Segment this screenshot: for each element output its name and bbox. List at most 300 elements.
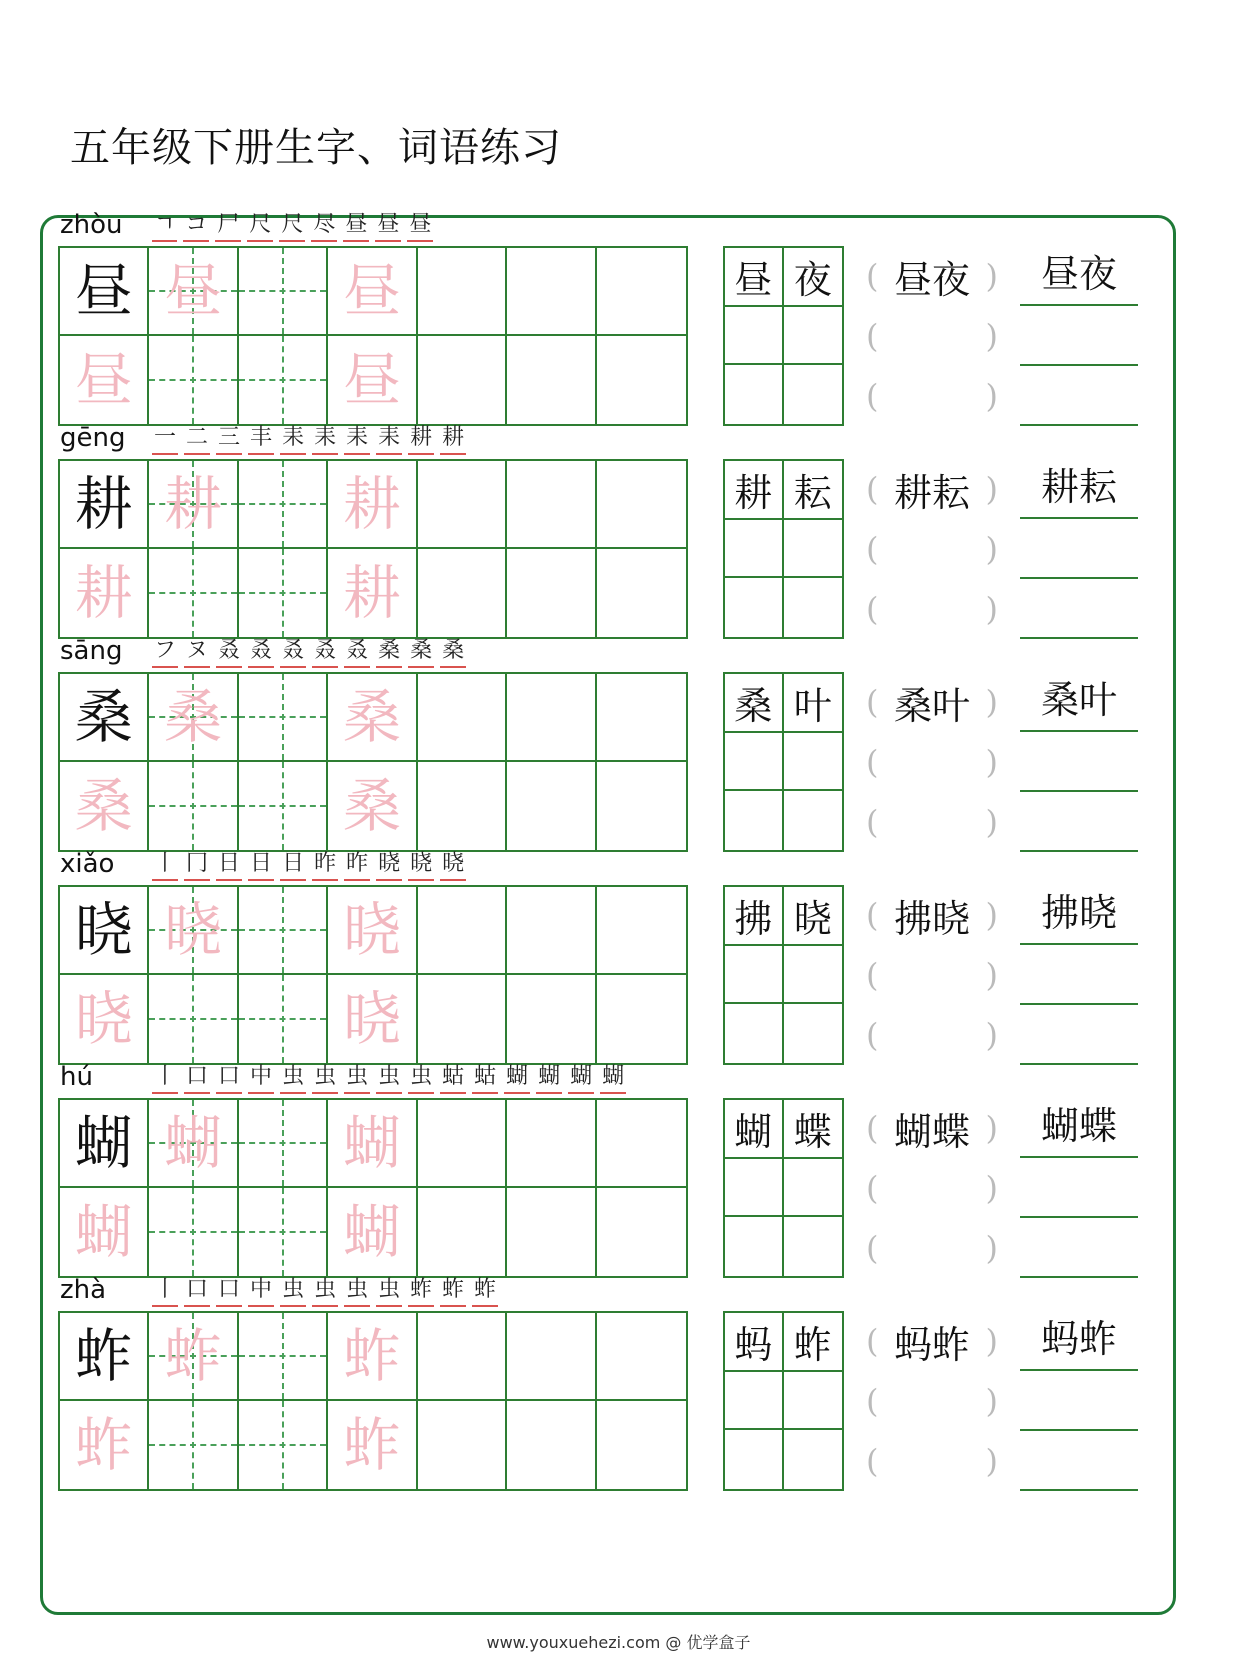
stroke-step: 虫 bbox=[408, 1064, 434, 1094]
open-paren: ( bbox=[866, 956, 879, 994]
stroke-step: 叒 bbox=[216, 638, 242, 668]
writing-cell[interactable] bbox=[60, 1401, 149, 1489]
paren-row[interactable] bbox=[866, 1098, 998, 1158]
writing-cell[interactable] bbox=[328, 1313, 417, 1401]
writing-cell[interactable] bbox=[60, 975, 149, 1063]
trace-character: 桑 bbox=[342, 683, 401, 751]
writing-cell[interactable] bbox=[418, 1313, 507, 1401]
stroke-order bbox=[152, 1277, 498, 1307]
paren-row[interactable] bbox=[866, 732, 998, 792]
writing-line[interactable] bbox=[1020, 1218, 1138, 1278]
open-paren: ( bbox=[866, 590, 879, 628]
stroke-step: 耕 bbox=[440, 425, 466, 455]
writing-line[interactable] bbox=[1020, 246, 1138, 306]
word-cell[interactable] bbox=[725, 307, 784, 366]
open-paren: ( bbox=[866, 1382, 879, 1420]
writing-cell[interactable] bbox=[239, 674, 328, 762]
trace-character: 晓 bbox=[342, 985, 401, 1053]
stroke-step: 虫 bbox=[280, 1064, 306, 1094]
stroke-step: 中 bbox=[248, 1064, 274, 1094]
writing-cell[interactable] bbox=[507, 1100, 596, 1188]
writing-cell[interactable] bbox=[507, 887, 596, 975]
writing-cell[interactable] bbox=[328, 336, 417, 424]
writing-cell[interactable] bbox=[418, 461, 507, 549]
writing-cell[interactable] bbox=[328, 762, 417, 850]
writing-cell[interactable] bbox=[597, 1313, 686, 1401]
writing-line[interactable] bbox=[1020, 1158, 1138, 1218]
close-paren: ) bbox=[985, 1169, 998, 1207]
trace-character: 晓 bbox=[342, 896, 401, 964]
stroke-step: 冂 bbox=[184, 851, 210, 881]
trace-character: 桑 bbox=[164, 683, 223, 751]
writing-cell[interactable] bbox=[328, 1100, 417, 1188]
stroke-step: 尸 bbox=[215, 212, 241, 242]
writing-cell[interactable] bbox=[418, 887, 507, 975]
stroke-step: 二 bbox=[184, 425, 210, 455]
writing-line[interactable] bbox=[1020, 885, 1138, 945]
writing-cell[interactable] bbox=[328, 461, 417, 549]
page-title: 五年级下册生字、词语练习 bbox=[70, 125, 562, 171]
writing-line[interactable] bbox=[1020, 792, 1138, 852]
stroke-step: 三 bbox=[216, 425, 242, 455]
word-cell[interactable]: 蚱 bbox=[784, 1313, 843, 1372]
paren-row[interactable] bbox=[866, 885, 998, 945]
stroke-step: 晓 bbox=[440, 851, 466, 881]
writing-cell[interactable] bbox=[149, 1100, 238, 1188]
writing-line[interactable] bbox=[1020, 306, 1138, 366]
stroke-step: ヌ bbox=[184, 638, 210, 668]
writing-cell[interactable] bbox=[597, 762, 686, 850]
line-word: 蝴蝶 bbox=[1040, 1104, 1117, 1148]
writing-cell[interactable] bbox=[507, 549, 596, 637]
trace-character: 蝴 bbox=[342, 1198, 401, 1266]
writing-cell[interactable] bbox=[418, 248, 507, 336]
stroke-order bbox=[152, 851, 466, 881]
writing-line[interactable] bbox=[1020, 1431, 1138, 1491]
close-paren: ) bbox=[985, 683, 998, 721]
pinyin-label: xiǎo bbox=[60, 849, 115, 879]
paren-word: 拂晓 bbox=[893, 896, 970, 941]
close-paren: ) bbox=[985, 956, 998, 994]
open-paren: ( bbox=[866, 377, 879, 415]
stroke-step: 叒 bbox=[248, 638, 274, 668]
line-word: 桑叶 bbox=[1040, 678, 1117, 722]
writing-cell[interactable] bbox=[597, 1100, 686, 1188]
writing-cell[interactable] bbox=[507, 461, 596, 549]
word-cell[interactable] bbox=[784, 946, 843, 1005]
stroke-step: 丰 bbox=[248, 425, 274, 455]
char-section bbox=[0, 1273, 1237, 1499]
writing-cell[interactable] bbox=[239, 549, 328, 637]
writing-cell[interactable] bbox=[418, 1401, 507, 1489]
writing-cell[interactable] bbox=[507, 248, 596, 336]
writing-cell[interactable] bbox=[328, 1188, 417, 1276]
word-cell[interactable] bbox=[725, 1217, 784, 1276]
stroke-step: 口 bbox=[216, 1064, 242, 1094]
word-box bbox=[723, 672, 844, 852]
paren-row[interactable] bbox=[866, 519, 998, 579]
paren-row[interactable] bbox=[866, 1371, 998, 1431]
paren-word: 蝴蝶 bbox=[893, 1109, 970, 1154]
tian-grid bbox=[58, 1098, 688, 1278]
tian-grid bbox=[58, 1311, 688, 1491]
stroke-step: 尺 bbox=[279, 212, 305, 242]
writing-cell[interactable] bbox=[418, 762, 507, 850]
writing-cell[interactable] bbox=[239, 461, 328, 549]
writing-cell[interactable] bbox=[239, 762, 328, 850]
model-character: 昼 bbox=[74, 257, 133, 325]
writing-cell[interactable] bbox=[149, 1313, 238, 1401]
paren-row[interactable] bbox=[866, 1311, 998, 1371]
writing-cell[interactable] bbox=[149, 248, 238, 336]
word-cell[interactable] bbox=[784, 307, 843, 366]
close-paren: ) bbox=[985, 803, 998, 841]
writing-cell[interactable] bbox=[418, 549, 507, 637]
open-paren: ( bbox=[866, 470, 879, 508]
stroke-step: 桑 bbox=[376, 638, 402, 668]
writing-cell[interactable] bbox=[597, 887, 686, 975]
trace-character: 耕 bbox=[74, 559, 133, 627]
paren-row[interactable] bbox=[866, 246, 998, 306]
paren-row[interactable] bbox=[866, 1218, 998, 1278]
char-section bbox=[0, 208, 1237, 434]
stroke-step: 口 bbox=[184, 1064, 210, 1094]
stroke-step: 蚱 bbox=[408, 1277, 434, 1307]
writing-cell[interactable] bbox=[149, 887, 238, 975]
writing-line[interactable] bbox=[1020, 1098, 1138, 1158]
writing-cell[interactable] bbox=[418, 674, 507, 762]
paren-row[interactable] bbox=[866, 792, 998, 852]
pinyin-label: gēng bbox=[60, 423, 126, 453]
writing-cell[interactable] bbox=[328, 549, 417, 637]
stroke-step: 桑 bbox=[440, 638, 466, 668]
word-cell[interactable] bbox=[725, 946, 784, 1005]
writing-cell[interactable] bbox=[149, 336, 238, 424]
writing-cell[interactable] bbox=[60, 1313, 149, 1401]
word-cell[interactable]: 耕 bbox=[725, 461, 784, 520]
close-paren: ) bbox=[985, 1322, 998, 1360]
writing-cell[interactable] bbox=[60, 336, 149, 424]
stroke-step: 昼 bbox=[343, 212, 369, 242]
tian-grid bbox=[58, 459, 688, 639]
model-character: 桑 bbox=[74, 683, 133, 751]
writing-cell[interactable] bbox=[597, 975, 686, 1063]
line-word: 昼夜 bbox=[1040, 252, 1117, 296]
stroke-step: 蝴 bbox=[568, 1064, 594, 1094]
writing-cell[interactable] bbox=[149, 1188, 238, 1276]
writing-cell[interactable] bbox=[239, 975, 328, 1063]
word-cell[interactable] bbox=[784, 1430, 843, 1489]
word-cell[interactable]: 耘 bbox=[784, 461, 843, 520]
writing-cell[interactable] bbox=[418, 1100, 507, 1188]
trace-character: 晓 bbox=[74, 985, 133, 1053]
stroke-step: 蝴 bbox=[504, 1064, 530, 1094]
parenthesis-column bbox=[866, 672, 998, 852]
pinyin-label: hú bbox=[60, 1062, 93, 1092]
writing-cell[interactable] bbox=[60, 1188, 149, 1276]
stroke-step: 虫 bbox=[344, 1064, 370, 1094]
stroke-step: 中 bbox=[248, 1277, 274, 1307]
parenthesis-column bbox=[866, 1311, 998, 1491]
word-cell[interactable] bbox=[784, 1004, 843, 1063]
writing-cell[interactable] bbox=[418, 1188, 507, 1276]
writing-cell[interactable] bbox=[328, 674, 417, 762]
trace-character: 蚱 bbox=[342, 1322, 401, 1390]
writing-cell[interactable] bbox=[239, 1188, 328, 1276]
word-cell[interactable] bbox=[784, 1217, 843, 1276]
close-paren: ) bbox=[985, 1109, 998, 1147]
word-cell[interactable] bbox=[784, 791, 843, 850]
word-cell[interactable]: 晓 bbox=[784, 887, 843, 946]
trace-character: 蚱 bbox=[74, 1411, 133, 1479]
parenthesis-column bbox=[866, 885, 998, 1065]
paren-row[interactable] bbox=[866, 672, 998, 732]
char-section bbox=[0, 1060, 1237, 1286]
stroke-step: 蛄 bbox=[472, 1064, 498, 1094]
stroke-step: 虫 bbox=[376, 1277, 402, 1307]
stroke-step: 虫 bbox=[376, 1064, 402, 1094]
writing-cell[interactable] bbox=[507, 975, 596, 1063]
close-paren: ) bbox=[985, 1382, 998, 1420]
writing-cell[interactable] bbox=[328, 248, 417, 336]
open-paren: ( bbox=[866, 257, 879, 295]
word-cell[interactable]: 蚂 bbox=[725, 1313, 784, 1372]
close-paren: ) bbox=[985, 317, 998, 355]
writing-line[interactable] bbox=[1020, 732, 1138, 792]
word-cell[interactable] bbox=[725, 520, 784, 579]
trace-character: 昼 bbox=[342, 346, 401, 414]
model-character: 耕 bbox=[74, 470, 133, 538]
writing-cell[interactable] bbox=[60, 1100, 149, 1188]
word-cell[interactable]: 桑 bbox=[725, 674, 784, 733]
footer-watermark: www.youxuehezi.com @ 优学盒子 bbox=[486, 1633, 751, 1652]
close-paren: ) bbox=[985, 377, 998, 415]
stroke-step: 尺 bbox=[247, 212, 273, 242]
writing-cell[interactable] bbox=[149, 975, 238, 1063]
writing-cell[interactable] bbox=[149, 461, 238, 549]
writing-cell[interactable] bbox=[507, 336, 596, 424]
paren-row[interactable] bbox=[866, 459, 998, 519]
char-section bbox=[0, 634, 1237, 860]
open-paren: ( bbox=[866, 1229, 879, 1267]
close-paren: ) bbox=[985, 1016, 998, 1054]
writing-cell[interactable] bbox=[60, 674, 149, 762]
stroke-step: 一 bbox=[152, 425, 178, 455]
writing-cell[interactable] bbox=[149, 762, 238, 850]
writing-lines bbox=[1020, 1311, 1138, 1491]
writing-cell[interactable] bbox=[507, 1188, 596, 1276]
writing-cell[interactable] bbox=[149, 1401, 238, 1489]
stroke-step: 虫 bbox=[280, 1277, 306, 1307]
tian-grid bbox=[58, 672, 688, 852]
stroke-step: ㄱ bbox=[152, 212, 177, 242]
close-paren: ) bbox=[985, 470, 998, 508]
writing-cell[interactable] bbox=[328, 1401, 417, 1489]
writing-cell[interactable] bbox=[239, 336, 328, 424]
writing-cell[interactable] bbox=[507, 674, 596, 762]
trace-character: 耕 bbox=[342, 470, 401, 538]
trace-character: 蚱 bbox=[164, 1322, 223, 1390]
open-paren: ( bbox=[866, 530, 879, 568]
writing-cell[interactable] bbox=[239, 1313, 328, 1401]
writing-cell[interactable] bbox=[597, 1188, 686, 1276]
trace-character: 蝴 bbox=[74, 1198, 133, 1266]
close-paren: ) bbox=[985, 1442, 998, 1480]
stroke-step: 昨 bbox=[344, 851, 370, 881]
word-cell[interactable] bbox=[725, 733, 784, 792]
paren-row[interactable] bbox=[866, 306, 998, 366]
writing-line[interactable] bbox=[1020, 579, 1138, 639]
writing-cell[interactable] bbox=[507, 762, 596, 850]
stroke-step: フ bbox=[152, 638, 178, 668]
word-cell[interactable] bbox=[725, 1430, 784, 1489]
stroke-step: 日 bbox=[248, 851, 274, 881]
word-cell[interactable] bbox=[725, 791, 784, 850]
stroke-order bbox=[152, 1064, 626, 1094]
word-cell[interactable]: 昼 bbox=[725, 248, 784, 307]
writing-lines bbox=[1020, 459, 1138, 639]
writing-cell[interactable] bbox=[418, 336, 507, 424]
stroke-order bbox=[152, 638, 466, 668]
writing-cell[interactable] bbox=[60, 887, 149, 975]
writing-cell[interactable] bbox=[597, 248, 686, 336]
paren-row[interactable] bbox=[866, 1431, 998, 1491]
word-cell[interactable]: 蝶 bbox=[784, 1100, 843, 1159]
stroke-step: 虫 bbox=[312, 1064, 338, 1094]
writing-line[interactable] bbox=[1020, 945, 1138, 1005]
word-cell[interactable]: 叶 bbox=[784, 674, 843, 733]
pinyin-label: zhòu bbox=[60, 210, 123, 240]
pinyin-label: zhà bbox=[60, 1275, 107, 1305]
word-cell[interactable] bbox=[784, 520, 843, 579]
writing-cell[interactable] bbox=[239, 887, 328, 975]
writing-line[interactable] bbox=[1020, 459, 1138, 519]
stroke-step: 叒 bbox=[312, 638, 338, 668]
tian-grid bbox=[58, 885, 688, 1065]
writing-line[interactable] bbox=[1020, 1311, 1138, 1371]
open-paren: ( bbox=[866, 1442, 879, 1480]
stroke-step: 虫 bbox=[312, 1277, 338, 1307]
word-cell[interactable] bbox=[725, 1372, 784, 1431]
stroke-step: 晓 bbox=[408, 851, 434, 881]
stroke-step: 叒 bbox=[344, 638, 370, 668]
stroke-order bbox=[152, 212, 433, 242]
stroke-step: 耒 bbox=[344, 425, 370, 455]
word-box bbox=[723, 246, 844, 426]
char-section bbox=[0, 847, 1237, 1073]
trace-character: 蝴 bbox=[164, 1109, 223, 1177]
writing-line[interactable] bbox=[1020, 1005, 1138, 1065]
stroke-step: 耒 bbox=[312, 425, 338, 455]
paren-row[interactable] bbox=[866, 1005, 998, 1065]
paren-row[interactable] bbox=[866, 579, 998, 639]
word-box bbox=[723, 1311, 844, 1491]
paren-row[interactable] bbox=[866, 366, 998, 426]
writing-cell[interactable] bbox=[597, 674, 686, 762]
writing-cell[interactable] bbox=[597, 461, 686, 549]
writing-cell[interactable] bbox=[239, 1100, 328, 1188]
close-paren: ) bbox=[985, 530, 998, 568]
writing-cell[interactable] bbox=[507, 1313, 596, 1401]
writing-cell[interactable] bbox=[328, 887, 417, 975]
word-cell[interactable]: 拂 bbox=[725, 887, 784, 946]
word-cell[interactable] bbox=[784, 578, 843, 637]
line-word: 蚂蚱 bbox=[1040, 1317, 1117, 1361]
stroke-step: 虫 bbox=[344, 1277, 370, 1307]
open-paren: ( bbox=[866, 1016, 879, 1054]
writing-cell[interactable] bbox=[239, 1401, 328, 1489]
word-cell[interactable] bbox=[784, 1372, 843, 1431]
word-cell[interactable] bbox=[725, 578, 784, 637]
writing-lines bbox=[1020, 672, 1138, 852]
parenthesis-column bbox=[866, 459, 998, 639]
trace-character: 昼 bbox=[74, 346, 133, 414]
paren-row[interactable] bbox=[866, 1158, 998, 1218]
word-box bbox=[723, 885, 844, 1065]
writing-cell[interactable] bbox=[149, 549, 238, 637]
stroke-step: 桑 bbox=[408, 638, 434, 668]
open-paren: ( bbox=[866, 1169, 879, 1207]
word-cell[interactable]: 夜 bbox=[784, 248, 843, 307]
writing-cell[interactable] bbox=[507, 1401, 596, 1489]
word-cell[interactable] bbox=[725, 365, 784, 424]
writing-line[interactable] bbox=[1020, 519, 1138, 579]
open-paren: ( bbox=[866, 1322, 879, 1360]
writing-cell[interactable] bbox=[60, 549, 149, 637]
writing-cell[interactable] bbox=[60, 762, 149, 850]
stroke-step: 口 bbox=[184, 1277, 210, 1307]
writing-line[interactable] bbox=[1020, 366, 1138, 426]
trace-character: 昼 bbox=[342, 257, 401, 325]
writing-line[interactable] bbox=[1020, 672, 1138, 732]
word-cell[interactable] bbox=[784, 733, 843, 792]
stroke-step: 昨 bbox=[312, 851, 338, 881]
writing-cell[interactable] bbox=[239, 248, 328, 336]
writing-cell[interactable] bbox=[418, 975, 507, 1063]
word-cell[interactable] bbox=[784, 365, 843, 424]
writing-line[interactable] bbox=[1020, 1371, 1138, 1431]
stroke-step: 丨 bbox=[152, 1277, 178, 1307]
line-word: 拂晓 bbox=[1040, 891, 1117, 935]
writing-cell[interactable] bbox=[60, 461, 149, 549]
trace-character: 耕 bbox=[342, 559, 401, 627]
writing-cell[interactable] bbox=[328, 975, 417, 1063]
writing-lines bbox=[1020, 1098, 1138, 1278]
model-character: 蝴 bbox=[74, 1109, 133, 1177]
stroke-step: 丨 bbox=[152, 1064, 178, 1094]
word-cell[interactable]: 蝴 bbox=[725, 1100, 784, 1159]
writing-cell[interactable] bbox=[60, 248, 149, 336]
word-cell[interactable] bbox=[725, 1159, 784, 1218]
writing-cell[interactable] bbox=[597, 549, 686, 637]
trace-character: 晓 bbox=[164, 896, 223, 964]
stroke-step: 尽 bbox=[311, 212, 337, 242]
writing-cell[interactable] bbox=[597, 336, 686, 424]
trace-character: 蝴 bbox=[342, 1109, 401, 1177]
trace-character: 桑 bbox=[342, 772, 401, 840]
paren-word: 桑叶 bbox=[893, 683, 970, 728]
writing-cell[interactable] bbox=[149, 674, 238, 762]
model-character: 晓 bbox=[74, 896, 133, 964]
writing-cell[interactable] bbox=[597, 1401, 686, 1489]
paren-word: 昼夜 bbox=[893, 257, 970, 302]
open-paren: ( bbox=[866, 743, 879, 781]
paren-row[interactable] bbox=[866, 945, 998, 1005]
word-cell[interactable] bbox=[784, 1159, 843, 1218]
word-box bbox=[723, 459, 844, 639]
word-cell[interactable] bbox=[725, 1004, 784, 1063]
stroke-order bbox=[152, 425, 466, 455]
